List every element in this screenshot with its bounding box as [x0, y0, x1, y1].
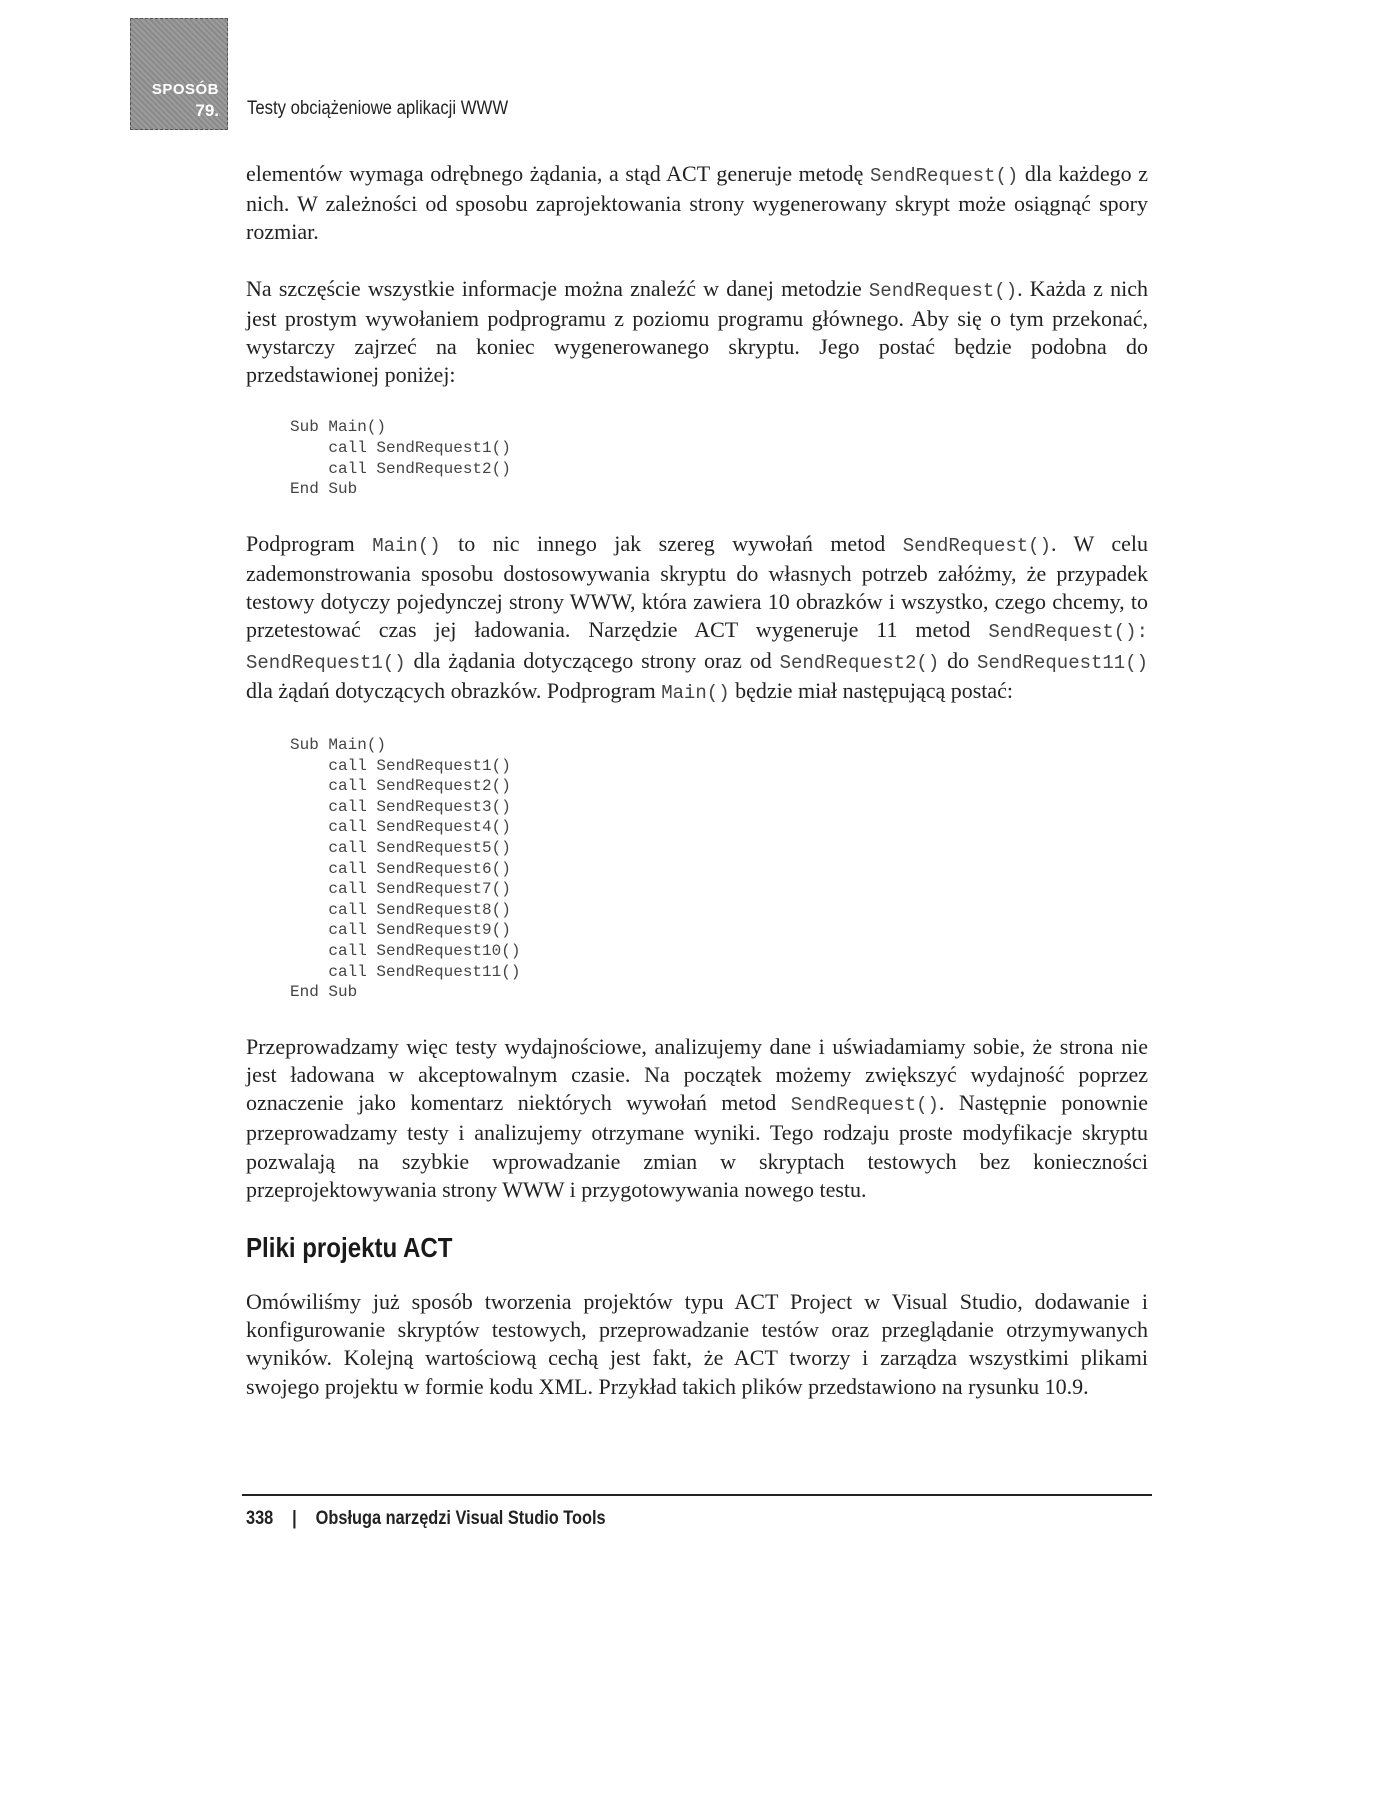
book-title: Obsługa narzędzi Visual Studio Tools: [315, 1508, 606, 1529]
text-run: będzie miał następującą postać:: [729, 677, 1014, 703]
footer-divider: [242, 1494, 1152, 1496]
text-run: dla żądań dotyczących obrazków. Podprogram: [246, 677, 662, 703]
page-footer: [246, 1508, 606, 1530]
paragraph-4: [246, 1033, 1148, 1204]
page-number: 338: [246, 1508, 274, 1529]
text-run: elementów wymaga odrębnego żądania, a stąd ACT generuje metodę: [246, 161, 871, 186]
paragraph-1: [246, 160, 1148, 247]
chapter-badge: [130, 18, 228, 130]
inline-code: SendRequest11(): [976, 651, 1149, 674]
text-run: Przeprowadzamy więc testy wydajnościowe, analizujemy dane i uświadamiamy sobie, że strona nie jest ładowana w akceptowalnym czasie. Na początek możemy zwiększyć wydajność poprzez oznaczenie jako komentarz niektórych wywołań metod: [246, 1033, 1148, 1116]
inline-code: SendRequest(): [870, 165, 1019, 187]
inline-code: SendRequest2(): [779, 651, 940, 674]
text-run: Na szczęście wszystkie informacje można znaleźć w danej metodzie: [246, 275, 869, 301]
inline-code: SendRequest():: [988, 621, 1148, 644]
paragraph-5: [246, 1288, 1148, 1401]
text-run: . Każda z nich jest prostym wywołaniem podprogramu z poziomu programu głównego. Aby się o tym przekonać, wystarczy zajrzeć na koniec wygenerowanego skryptu. Jego postać będzie podobna do przedstawionej poniżej:: [246, 275, 1148, 388]
text-run: do: [939, 647, 977, 673]
running-header-title: Testy obciążeniowe aplikacji WWW: [247, 98, 509, 119]
inline-code: SendRequest(): [868, 279, 1018, 302]
section-heading: Pliki projektu ACT: [246, 1231, 453, 1263]
text-run: dla żądania dotyczącego strony oraz od: [405, 647, 780, 673]
text-run: . W celu zademonstrowania sposobu dostosowywania skryptu do własnych potrzeb załóżmy, że przypadek testowy dotyczy pojedynczej strony WWW, która zawiera 10 obrazków i wszystko, czego chcemy, to przetestować czas jej ładowania. Narzędzie ACT wygeneruje 11 metod: [246, 530, 1148, 643]
inline-code: Main(): [372, 534, 441, 557]
code-listing-2: Sub Main() call SendRequest1() call SendRequest2() call SendRequest3() call SendRequest4() call SendRequest5() call SendRequest6() call SendRequest7() call SendRequest8() call SendRequest9() call SendRequest10() call SendRequest11() End Sub: [290, 736, 521, 1002]
text-run: Podprogram: [246, 530, 373, 556]
badge-number: 79.: [195, 101, 219, 120]
code-listing-1: Sub Main() call SendRequest1() call SendRequest2() End Sub: [290, 418, 511, 499]
text-run: Omówiliśmy już sposób tworzenia projektów typu ACT Project w Visual Studio, dodawanie i konfigurowanie skryptów testowych, przeprowadzanie testów oraz przeglądanie otrzymywanych wyników. Kolejną wartościową cechą jest fakt, że ACT tworzy i zarządza wszystkimi plikami swojego projektu w formie kodu XML. Przykład takich plików przedstawiono na rysunku 10.9.: [246, 1288, 1148, 1399]
footer-separator: |: [292, 1508, 297, 1529]
text-run: to nic innego jak szereg wywołań metod: [440, 530, 903, 556]
page-body: [246, 160, 1148, 1429]
text-run: . Następnie ponownie przeprowadzamy testy i analizujemy otrzymane wyniki. Tego rodzaju proste modyfikacje skryptu pozwalają na szybkie wprowadzanie zmian w skryptach testowych bez konieczności przeprojektowywania strony WWW i przygotowywania nowego testu.: [246, 1090, 1148, 1202]
inline-code: SendRequest(): [902, 534, 1051, 557]
inline-code: SendRequest(): [790, 1094, 939, 1117]
text-run: dla każdego z nich. W zależności od sposobu zaprojektowania strony wygenerowany skrypt może osiągnąć spory rozmiar.: [246, 161, 1148, 245]
paragraph-3: [246, 530, 1148, 707]
inline-code: SendRequest1(): [246, 651, 406, 674]
inline-code: Main(): [661, 681, 730, 704]
badge-label: SPOSÓB: [151, 81, 219, 98]
paragraph-2: [246, 275, 1148, 390]
